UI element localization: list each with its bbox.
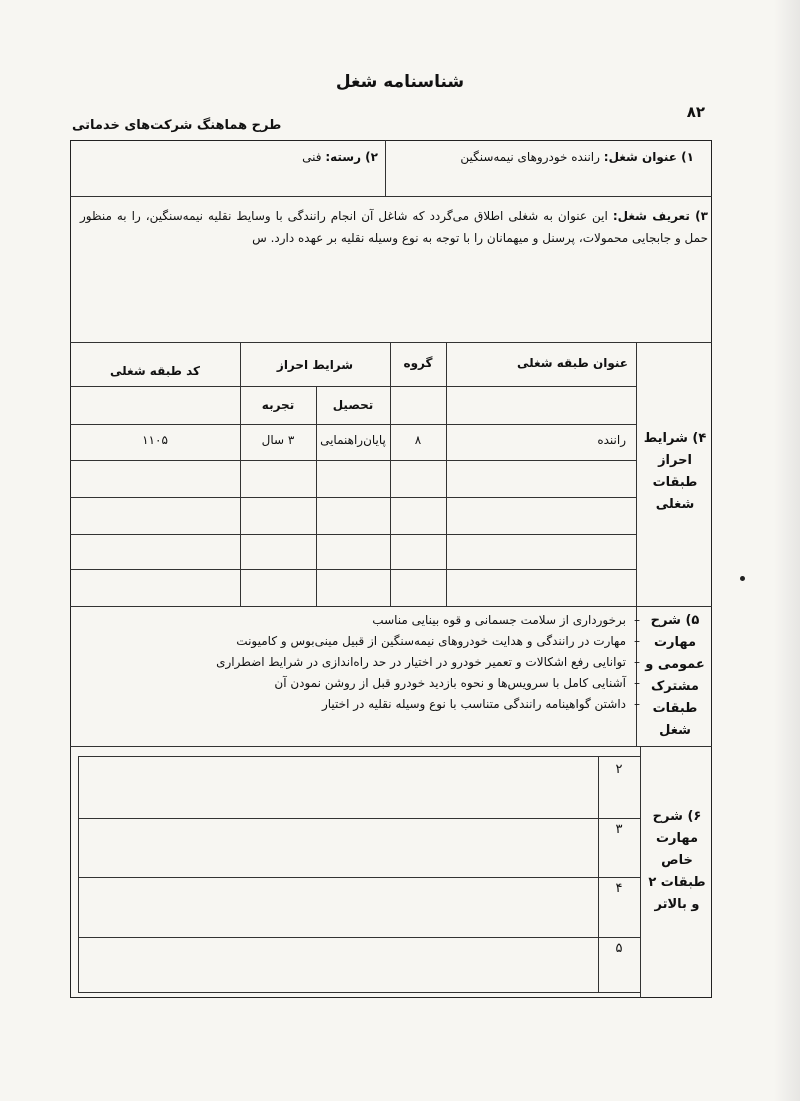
list-item: –مهارت در رانندگی و هدایت خودروهای نیمه‌سنگین از قبیل مینی‌بوس و کامیونت bbox=[236, 634, 640, 648]
row-divider bbox=[70, 196, 712, 197]
job-definition bbox=[80, 205, 708, 249]
level-number: ۳ bbox=[615, 822, 623, 837]
list-item: –داشتن گواهینامه رانندگی متناسب با نوع وسیله نقلیه در اختیار bbox=[321, 697, 640, 711]
row-group: ۸ bbox=[414, 433, 422, 447]
row-class-title: راننده bbox=[597, 433, 626, 447]
header-education: تحصیل bbox=[332, 398, 374, 412]
header-class-title: عنوان طبقه شغلی bbox=[516, 356, 628, 370]
row-divider bbox=[70, 606, 712, 607]
job-title-label: ۱) عنوان شغل: bbox=[603, 150, 694, 164]
scan-speck bbox=[740, 576, 745, 581]
general-skills-section-label: ۵) شرح مهارت عمومی و مشترک طبقات شغل bbox=[645, 613, 705, 738]
job-title-value: راننده خودروهای نیمه‌سنگین bbox=[460, 150, 600, 164]
general-skills-list bbox=[216, 610, 640, 715]
category-cell bbox=[302, 150, 378, 164]
list-item: –آشنایی کامل با سرویس‌ها و نحوه بازدید خودرو قبل از روشن نمودن آن bbox=[274, 676, 640, 690]
row-divider bbox=[70, 569, 636, 570]
job-title-cell bbox=[460, 150, 694, 164]
row-divider bbox=[70, 342, 712, 343]
col-divider bbox=[316, 386, 317, 606]
cell-divider bbox=[385, 140, 386, 196]
level-number: ۵ bbox=[615, 941, 623, 956]
list-item: –توانایی رفع اشکالات و تعمیر خودرو در اختیار در حد راه‌اندازی در شرایط اضطراری bbox=[216, 655, 640, 669]
row-divider bbox=[70, 534, 636, 535]
col-divider bbox=[240, 342, 241, 606]
page-title: شناسنامه شغل bbox=[335, 72, 465, 92]
definition-text: این عنوان به شغلی اطلاق می‌گردد که شاغل آن انجام رانندگی با وسایط نقلیه نیمه‌سنگین، را به منظور حمل و جابجایی محمولات، پرسنل و میهمانان را با توجه به نوع وسیله نقلیه بر عهده دارد. س bbox=[80, 209, 708, 245]
row-divider bbox=[78, 877, 640, 878]
col-divider bbox=[598, 756, 599, 992]
header-class-code: کد طبقه شغلی bbox=[110, 364, 200, 378]
category-value: فنی bbox=[302, 150, 322, 164]
special-skills-section-label: ۶) شرح مهارت خاص طبقات ۲ و بالاتر bbox=[648, 809, 706, 912]
row-education: پایان‌راهنمایی bbox=[320, 433, 386, 447]
section-label-divider bbox=[636, 342, 637, 606]
definition-label: ۳) تعریف شغل: bbox=[612, 209, 708, 223]
row-experience: ۳ سال bbox=[261, 433, 295, 447]
row-divider bbox=[78, 937, 640, 938]
page-number: ۸۲ bbox=[686, 103, 705, 121]
row-divider bbox=[240, 386, 390, 387]
header-experience: تجربه bbox=[261, 398, 295, 412]
qualification-section-label: ۴) شرایط احراز طبقات شغلی bbox=[643, 431, 707, 512]
category-label: ۲) رسته: bbox=[325, 150, 378, 164]
plan-name: طرح هماهنگ شرکت‌های خدماتی bbox=[72, 118, 282, 133]
row-divider bbox=[70, 497, 636, 498]
inner-box-left bbox=[78, 756, 79, 992]
section-label-divider bbox=[640, 746, 641, 998]
header-group: گروه bbox=[403, 356, 433, 370]
scan-edge-shadow bbox=[774, 0, 800, 1101]
row-divider bbox=[70, 424, 636, 425]
level-number: ۴ bbox=[615, 881, 623, 896]
header-conditions: شرایط احراز bbox=[276, 358, 354, 372]
list-item: –برخورداری از سلامت جسمانی و قوه بینایی مناسب bbox=[372, 613, 640, 627]
row-divider bbox=[78, 818, 640, 819]
row-divider bbox=[78, 992, 640, 993]
col-divider bbox=[446, 342, 447, 606]
row-divider bbox=[70, 460, 636, 461]
row-divider bbox=[70, 746, 712, 747]
col-divider bbox=[390, 342, 391, 606]
inner-box-top bbox=[78, 756, 640, 757]
level-number: ۲ bbox=[615, 762, 623, 777]
row-class-code: ۱۱۰۵ bbox=[142, 433, 168, 447]
